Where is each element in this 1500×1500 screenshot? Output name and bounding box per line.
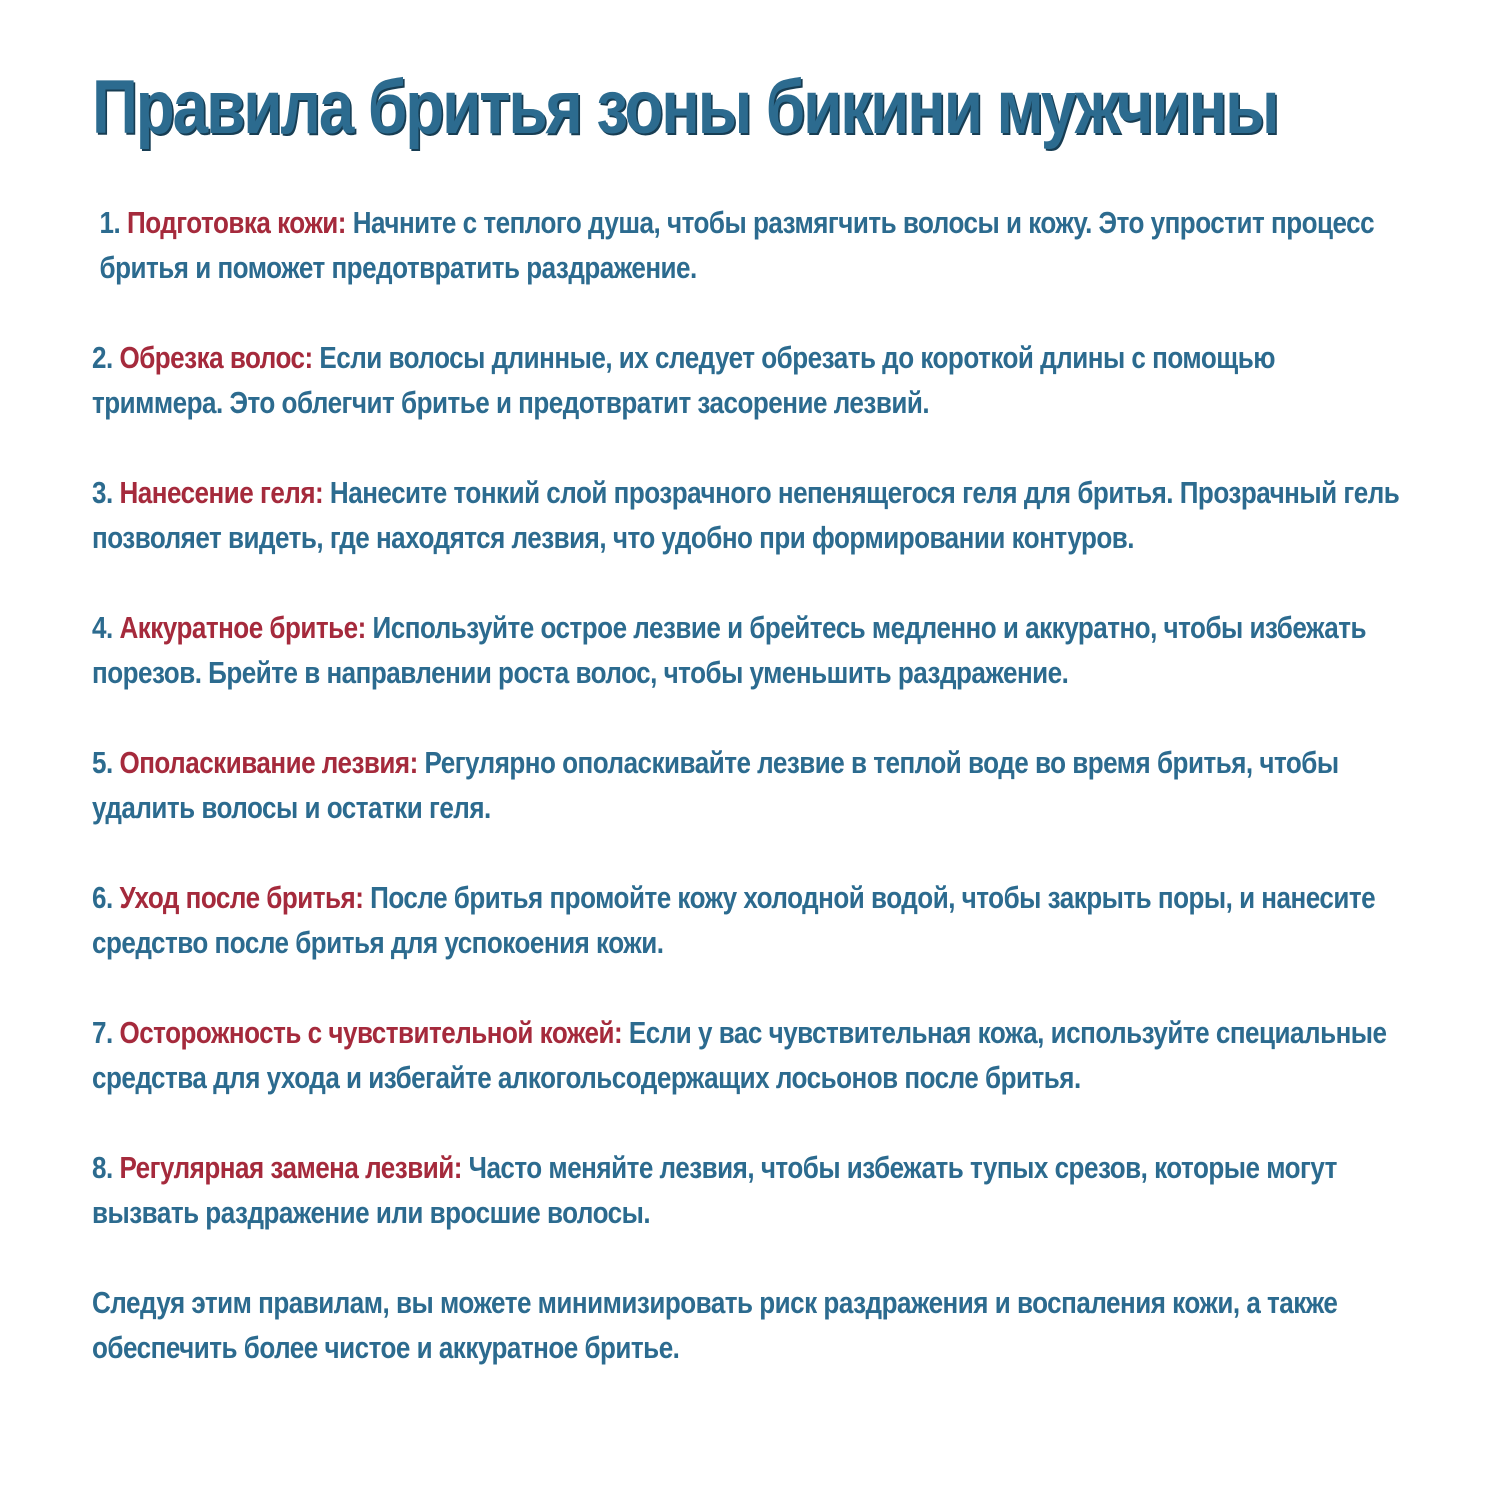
rule-text: Если волосы длинные, их следует обрезать до короткой длины с помощью триммера. Это облегчит бритье и предотвратит засорение лезвий. (92, 340, 1275, 420)
rule-number: 5. (92, 745, 113, 780)
rules-list (92, 200, 1400, 1370)
rule-term: Уход после бритья: (119, 880, 364, 915)
rule-text: Если у вас чувствительная кожа, используйте специальные средства для ухода и избегайте алкогольсодержащих лосьонов после бритья. (92, 1015, 1387, 1095)
rule-term: Ополаскивание лезвия: (119, 745, 418, 780)
rule-number: 3. (92, 475, 113, 510)
rule-item (92, 1145, 1402, 1235)
rule-item (92, 1010, 1402, 1100)
rule-term: Подготовка кожи: (127, 205, 346, 240)
rule-number: 7. (92, 1015, 113, 1050)
rule-number: 1. (99, 205, 121, 240)
rule-number: 2. (92, 340, 113, 375)
rule-text: Часто меняйте лезвия, чтобы избежать тупых срезов, которые могут вызвать раздражение или вросшие волосы. (92, 1150, 1337, 1230)
rule-text: Нанесите тонкий слой прозрачного непенящегося геля для бритья. Прозрачный гель позволяет видеть, где находятся лезвия, что удобно при формировании контуров. (92, 475, 1400, 555)
rule-term: Нанесение геля: (119, 475, 324, 510)
rule-item (92, 740, 1402, 830)
rule-term: Регулярная замена лезвий: (119, 1150, 462, 1185)
rule-item (92, 605, 1402, 695)
rule-item (92, 875, 1402, 965)
rule-item (92, 335, 1402, 425)
conclusion-text: Следуя этим правилам, вы можете минимизировать риск раздражения и воспаления кожи, а также обеспечить более чистое и аккуратное бритье. (92, 1285, 1338, 1365)
rule-text: Регулярно ополаскивайте лезвие в теплой воде во время бритья, чтобы удалить волосы и остатки геля. (92, 745, 1339, 825)
rule-term: Осторожность с чувствительной кожей: (119, 1015, 623, 1050)
rule-number: 6. (92, 880, 113, 915)
rule-item (92, 200, 1410, 290)
rule-item (92, 470, 1402, 560)
rule-term: Аккуратное бритье: (119, 610, 366, 645)
rule-text: После бритья промойте кожу холодной водой, чтобы закрыть поры, и нанесите средство после бритья для успокоения кожи. (92, 880, 1376, 960)
rule-text: Используйте острое лезвие и брейтесь медленно и аккуратно, чтобы избежать порезов. Брейте в направлении роста волос, чтобы уменьшить раздражение. (92, 610, 1367, 690)
rule-number: 4. (92, 610, 113, 645)
page-title: Правила бритья зоны бикини мужчины (92, 65, 1278, 150)
rule-term: Обрезка волос: (119, 340, 313, 375)
rule-text: Начните с теплого душа, чтобы размягчить волосы и кожу. Это упростит процесс бритья и поможет предотвратить раздражение. (99, 205, 1375, 285)
rule-number: 8. (92, 1150, 113, 1185)
